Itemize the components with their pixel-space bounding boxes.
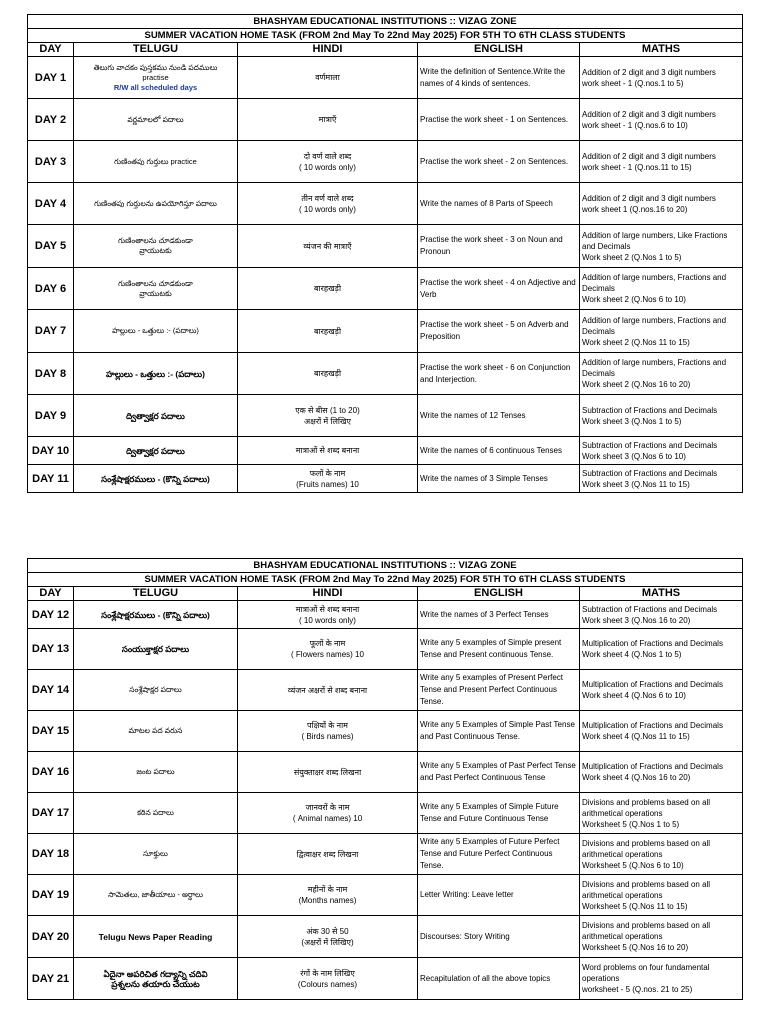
telugu-cell	[74, 752, 238, 793]
col-english-header: ENGLISH	[418, 43, 580, 57]
telugu-cell	[74, 601, 238, 629]
table-row	[28, 395, 743, 437]
table-row	[28, 629, 743, 670]
telugu-text: సంశ్లేషాక్షరములు - (కొన్ని పదాలు)	[101, 609, 210, 620]
english-cell: Write the names of 3 Simple Tenses	[418, 465, 580, 493]
telugu-cell	[74, 57, 238, 99]
english-cell: Letter Writing: Leave letter	[418, 875, 580, 916]
hindi-cell: मात्राएँ	[238, 99, 418, 141]
day-cell: DAY 13	[28, 629, 74, 670]
table-row	[28, 916, 743, 958]
hindi-cell: बारहखड़ी	[238, 268, 418, 310]
english-cell: Write any 5 Examples of Past Perfect Tense and Past Perfect Continuous Tense	[418, 752, 580, 793]
english-cell: Discourses: Story Writing	[418, 916, 580, 958]
english-cell: Practise the work sheet - 2 on Sentences.	[418, 141, 580, 183]
table-row	[28, 268, 743, 310]
english-cell: Write any 5 Examples of Future Perfect Tense and Future Perfect Continuous Tense.	[418, 834, 580, 875]
table-row	[28, 752, 743, 793]
day-cell: DAY 10	[28, 437, 74, 465]
telugu-text: కఠిన పదాలు	[137, 808, 174, 817]
telugu-text: సంయుక్తాక్షర పదాలు	[121, 644, 190, 654]
maths-cell: Multiplication of Fractions and Decimals Work sheet 4 (Q.Nos 6 to 10)	[580, 670, 743, 711]
hindi-cell: एक से बीस (1 to 20) अक्षरों में लिखिए	[238, 395, 418, 437]
hindi-cell: जानवरों के नाम ( Animal names) 10	[238, 793, 418, 834]
telugu-text: జంట పదాలు	[136, 767, 175, 776]
table-row	[28, 958, 743, 1000]
col-english-header: ENGLISH	[418, 587, 580, 601]
day-cell: DAY 1	[28, 57, 74, 99]
english-cell: Write any 5 examples of Simple present Tense and Present continuous Tense.	[418, 629, 580, 670]
maths-cell: Multiplication of Fractions and Decimals Work sheet 4 (Q.Nos 11 to 15)	[580, 711, 743, 752]
english-cell: Practise the work sheet - 6 on Conjunction and Interjection.	[418, 353, 580, 395]
day-cell: DAY 17	[28, 793, 74, 834]
day-cell: DAY 14	[28, 670, 74, 711]
col-telugu-header: TELUGU	[74, 43, 238, 57]
maths-cell: Divisions and problems based on all arithmetical operations Worksheet 5 (Q.Nos 11 to 15)	[580, 875, 743, 916]
table-row	[28, 57, 743, 99]
maths-cell: Addition of 2 digit and 3 digit numbers work sheet - 1 (Q.nos.11 to 15)	[580, 141, 743, 183]
telugu-cell	[74, 958, 238, 1000]
table-row	[28, 437, 743, 465]
table-row	[28, 793, 743, 834]
day-cell: DAY 15	[28, 711, 74, 752]
hindi-cell: तीन वर्ण वाले शब्द ( 10 words only)	[238, 183, 418, 225]
hindi-cell: व्यंजन की मात्राएँ	[238, 225, 418, 268]
telugu-text: ద్విత్వాక్షర పదాలు	[126, 445, 185, 456]
telugu-text: సూక్తులు	[143, 849, 168, 858]
telugu-text: గుణింతాలను చూడకుండా వ్రాయుటకు	[118, 236, 193, 255]
day-cell: DAY 16	[28, 752, 74, 793]
telugu-cell	[74, 395, 238, 437]
hindi-cell: रंगों के नाम लिखिए (Colours names)	[238, 958, 418, 1000]
telugu-text: సంశ్లేషాక్షరములు - (కొన్ని పదాలు)	[101, 473, 210, 484]
home-task-table-part-2	[27, 558, 743, 1000]
day-cell: DAY 12	[28, 601, 74, 629]
day-cell: DAY 9	[28, 395, 74, 437]
telugu-cell	[74, 268, 238, 310]
col-day-header: DAY	[28, 43, 74, 57]
table-row	[28, 465, 743, 493]
telugu-text: సామెతలు, జాతీయాలు - అర్థాలు	[108, 890, 203, 899]
telugu-extra-note: R/W all scheduled days	[113, 82, 198, 92]
table-row	[28, 670, 743, 711]
maths-cell: Addition of large numbers, Like Fractions and Decimals Work sheet 2 (Q.Nos 1 to 5)	[580, 225, 743, 268]
telugu-text: Telugu News Paper Reading	[98, 931, 213, 942]
maths-cell: Divisions and problems based on all arithmetical operations Worksheet 5 (Q.Nos 1 to 5)	[580, 793, 743, 834]
table-row	[28, 99, 743, 141]
day-cell: DAY 11	[28, 465, 74, 493]
hindi-cell: दो वर्ण वाले शब्द ( 10 words only)	[238, 141, 418, 183]
telugu-cell	[74, 916, 238, 958]
maths-cell: Addition of large numbers, Fractions and Decimals Work sheet 2 (Q.Nos 6 to 10)	[580, 268, 743, 310]
telugu-text: ఏదైనా అపరిచిత గద్యాన్ని చదివి ప్రశ్నలను తయారు చేయుట	[103, 968, 208, 989]
english-cell: Practise the work sheet - 1 on Sentences.	[418, 99, 580, 141]
home-task-table-part-1	[27, 14, 743, 493]
day-cell: DAY 19	[28, 875, 74, 916]
col-day-header: DAY	[28, 587, 74, 601]
hindi-cell: पक्षियों के नाम ( Birds names)	[238, 711, 418, 752]
telugu-cell	[74, 670, 238, 711]
telugu-text: హల్లులు - ఒత్తులు :- (పదాలు)	[112, 326, 199, 335]
telugu-cell	[74, 183, 238, 225]
telugu-cell	[74, 225, 238, 268]
table-row	[28, 875, 743, 916]
table-row	[28, 711, 743, 752]
english-cell: Write the names of 12 Tenses	[418, 395, 580, 437]
maths-cell: Word problems on four fundamental operations worksheet - 5 (Q.nos. 21 to 25)	[580, 958, 743, 1000]
telugu-text: గుణింతపు గుర్తులను ఉపయోగిస్తూ పదాలు	[94, 198, 217, 208]
english-cell: Write any 5 Examples of Simple Future Tense and Future Continuous Tense	[418, 793, 580, 834]
hindi-cell: अंक 30 से 50 (अक्षरों में लिखिए)	[238, 916, 418, 958]
maths-cell: Addition of 2 digit and 3 digit numbers work sheet 1 (Q.nos.16 to 20)	[580, 183, 743, 225]
maths-cell: Subtraction of Fractions and Decimals Work sheet 3 (Q.Nos 11 to 15)	[580, 465, 743, 493]
english-cell: Practise the work sheet - 4 on Adjective and Verb	[418, 268, 580, 310]
col-maths-header: MATHS	[580, 43, 743, 57]
telugu-cell	[74, 465, 238, 493]
hindi-cell: द्वित्वाक्षर शब्द लिखना	[238, 834, 418, 875]
telugu-cell	[74, 141, 238, 183]
maths-cell: Addition of 2 digit and 3 digit numbers work sheet - 1 (Q.nos.6 to 10)	[580, 99, 743, 141]
hindi-cell: फूलों के नाम ( Flowers names) 10	[238, 629, 418, 670]
telugu-cell	[74, 310, 238, 353]
table-row	[28, 225, 743, 268]
hindi-cell: महीनों के नाम (Months names)	[238, 875, 418, 916]
english-cell: Write any 5 Examples of Simple Past Tense and Past Continuous Tense.	[418, 711, 580, 752]
telugu-cell	[74, 437, 238, 465]
day-cell: DAY 7	[28, 310, 74, 353]
telugu-text: గుణింతపు గుర్తులు practice	[114, 156, 197, 166]
hindi-cell: बारहखड़ी	[238, 310, 418, 353]
day-cell: DAY 20	[28, 916, 74, 958]
institution-title: BHASHYAM EDUCATIONAL INSTITUTIONS :: VIZAG ZONE	[28, 15, 743, 29]
english-cell: Practise the work sheet - 5 on Adverb and Preposition	[418, 310, 580, 353]
col-hindi-header: HINDI	[238, 43, 418, 57]
day-cell: DAY 4	[28, 183, 74, 225]
table-row	[28, 310, 743, 353]
english-cell: Practise the work sheet - 3 on Noun and Pronoun	[418, 225, 580, 268]
task-title: SUMMER VACATION HOME TASK (FROM 2nd May To 22nd May 2025) FOR 5TH TO 6TH CLASS STUDENTS	[28, 573, 743, 587]
day-cell: DAY 8	[28, 353, 74, 395]
maths-cell: Divisions and problems based on all arithmetical operations Worksheet 5 (Q.Nos 16 to 20)	[580, 916, 743, 958]
institution-title: BHASHYAM EDUCATIONAL INSTITUTIONS :: VIZAG ZONE	[28, 559, 743, 573]
english-cell: Write the names of 8 Parts of Speech	[418, 183, 580, 225]
task-title: SUMMER VACATION HOME TASK (FROM 2nd May To 22nd May 2025) FOR 5TH TO 6TH CLASS STUDENTS	[28, 29, 743, 43]
maths-cell: Addition of large numbers, Fractions and Decimals Work sheet 2 (Q.Nos 16 to 20)	[580, 353, 743, 395]
col-telugu-header: TELUGU	[74, 587, 238, 601]
table-row	[28, 183, 743, 225]
telugu-text: హల్లులు - ఒత్తులు :- (పదాలు)	[106, 368, 205, 379]
col-hindi-header: HINDI	[238, 587, 418, 601]
hindi-cell: मात्राओं से शब्द बनाना	[238, 437, 418, 465]
day-cell: DAY 5	[28, 225, 74, 268]
hindi-cell: बारहखड़ी	[238, 353, 418, 395]
maths-cell: Subtraction of Fractions and Decimals Work sheet 3 (Q.Nos 6 to 10)	[580, 437, 743, 465]
hindi-cell: फलों के नाम (Fruits names) 10	[238, 465, 418, 493]
telugu-cell	[74, 353, 238, 395]
telugu-text: తెలుగు వాచకం పుస్తకము నుండి పదములు	[93, 62, 218, 72]
maths-cell: Multiplication of Fractions and Decimals Work sheet 4 (Q.Nos 1 to 5)	[580, 629, 743, 670]
telugu-text: గుణింతాలను చూడకుండా వ్రాయుటకు	[118, 278, 193, 298]
table-row	[28, 601, 743, 629]
telugu-cell	[74, 834, 238, 875]
maths-cell: Addition of 2 digit and 3 digit numbers work sheet - 1 (Q.nos.1 to 5)	[580, 57, 743, 99]
telugu-cell	[74, 99, 238, 141]
table-row	[28, 353, 743, 395]
maths-cell: Multiplication of Fractions and Decimals Work sheet 4 (Q.Nos 16 to 20)	[580, 752, 743, 793]
hindi-cell: वर्णमाला	[238, 57, 418, 99]
telugu-cell	[74, 711, 238, 752]
day-cell: DAY 3	[28, 141, 74, 183]
telugu-text: ద్విత్వాక్షర పదాలు	[126, 410, 185, 421]
telugu-text: సంశ్లేషాక్షర పదాలు	[129, 685, 182, 694]
telugu-cell	[74, 793, 238, 834]
maths-cell: Subtraction of Fractions and Decimals Work sheet 3 (Q.Nos 1 to 5)	[580, 395, 743, 437]
day-cell: DAY 21	[28, 958, 74, 1000]
english-cell: Write the names of 6 continuous Tenses	[418, 437, 580, 465]
telugu-note: practise	[142, 72, 169, 82]
telugu-cell	[74, 629, 238, 670]
col-maths-header: MATHS	[580, 587, 743, 601]
english-cell: Recapitulation of all the above topics	[418, 958, 580, 1000]
table-row	[28, 834, 743, 875]
telugu-cell	[74, 875, 238, 916]
maths-cell: Subtraction of Fractions and Decimals Work sheet 3 (Q.Nos 16 to 20)	[580, 601, 743, 629]
table-row	[28, 141, 743, 183]
english-cell: Write the definition of Sentence.Write the names of 4 kinds of sentences.	[418, 57, 580, 99]
telugu-text: వర్ణమాలలో పదాలు	[127, 114, 184, 124]
hindi-cell: व्यंजन अक्षरों से शब्द बनाना	[238, 670, 418, 711]
maths-cell: Divisions and problems based on all arithmetical operations Worksheet 5 (Q.Nos 6 to 10)	[580, 834, 743, 875]
english-cell: Write the names of 3 Perfect Tenses	[418, 601, 580, 629]
telugu-text: మాటల పద వరుస	[128, 726, 183, 735]
day-cell: DAY 6	[28, 268, 74, 310]
day-cell: DAY 2	[28, 99, 74, 141]
maths-cell: Addition of large numbers, Fractions and Decimals Work sheet 2 (Q.Nos 11 to 15)	[580, 310, 743, 353]
day-cell: DAY 18	[28, 834, 74, 875]
hindi-cell: संयुक्ताक्षर शब्द लिखना	[238, 752, 418, 793]
english-cell: Write any 5 examples of Present Perfect Tense and Present Perfect Continuous Tense.	[418, 670, 580, 711]
hindi-cell: मात्राओं से शब्द बनाना ( 10 words only)	[238, 601, 418, 629]
